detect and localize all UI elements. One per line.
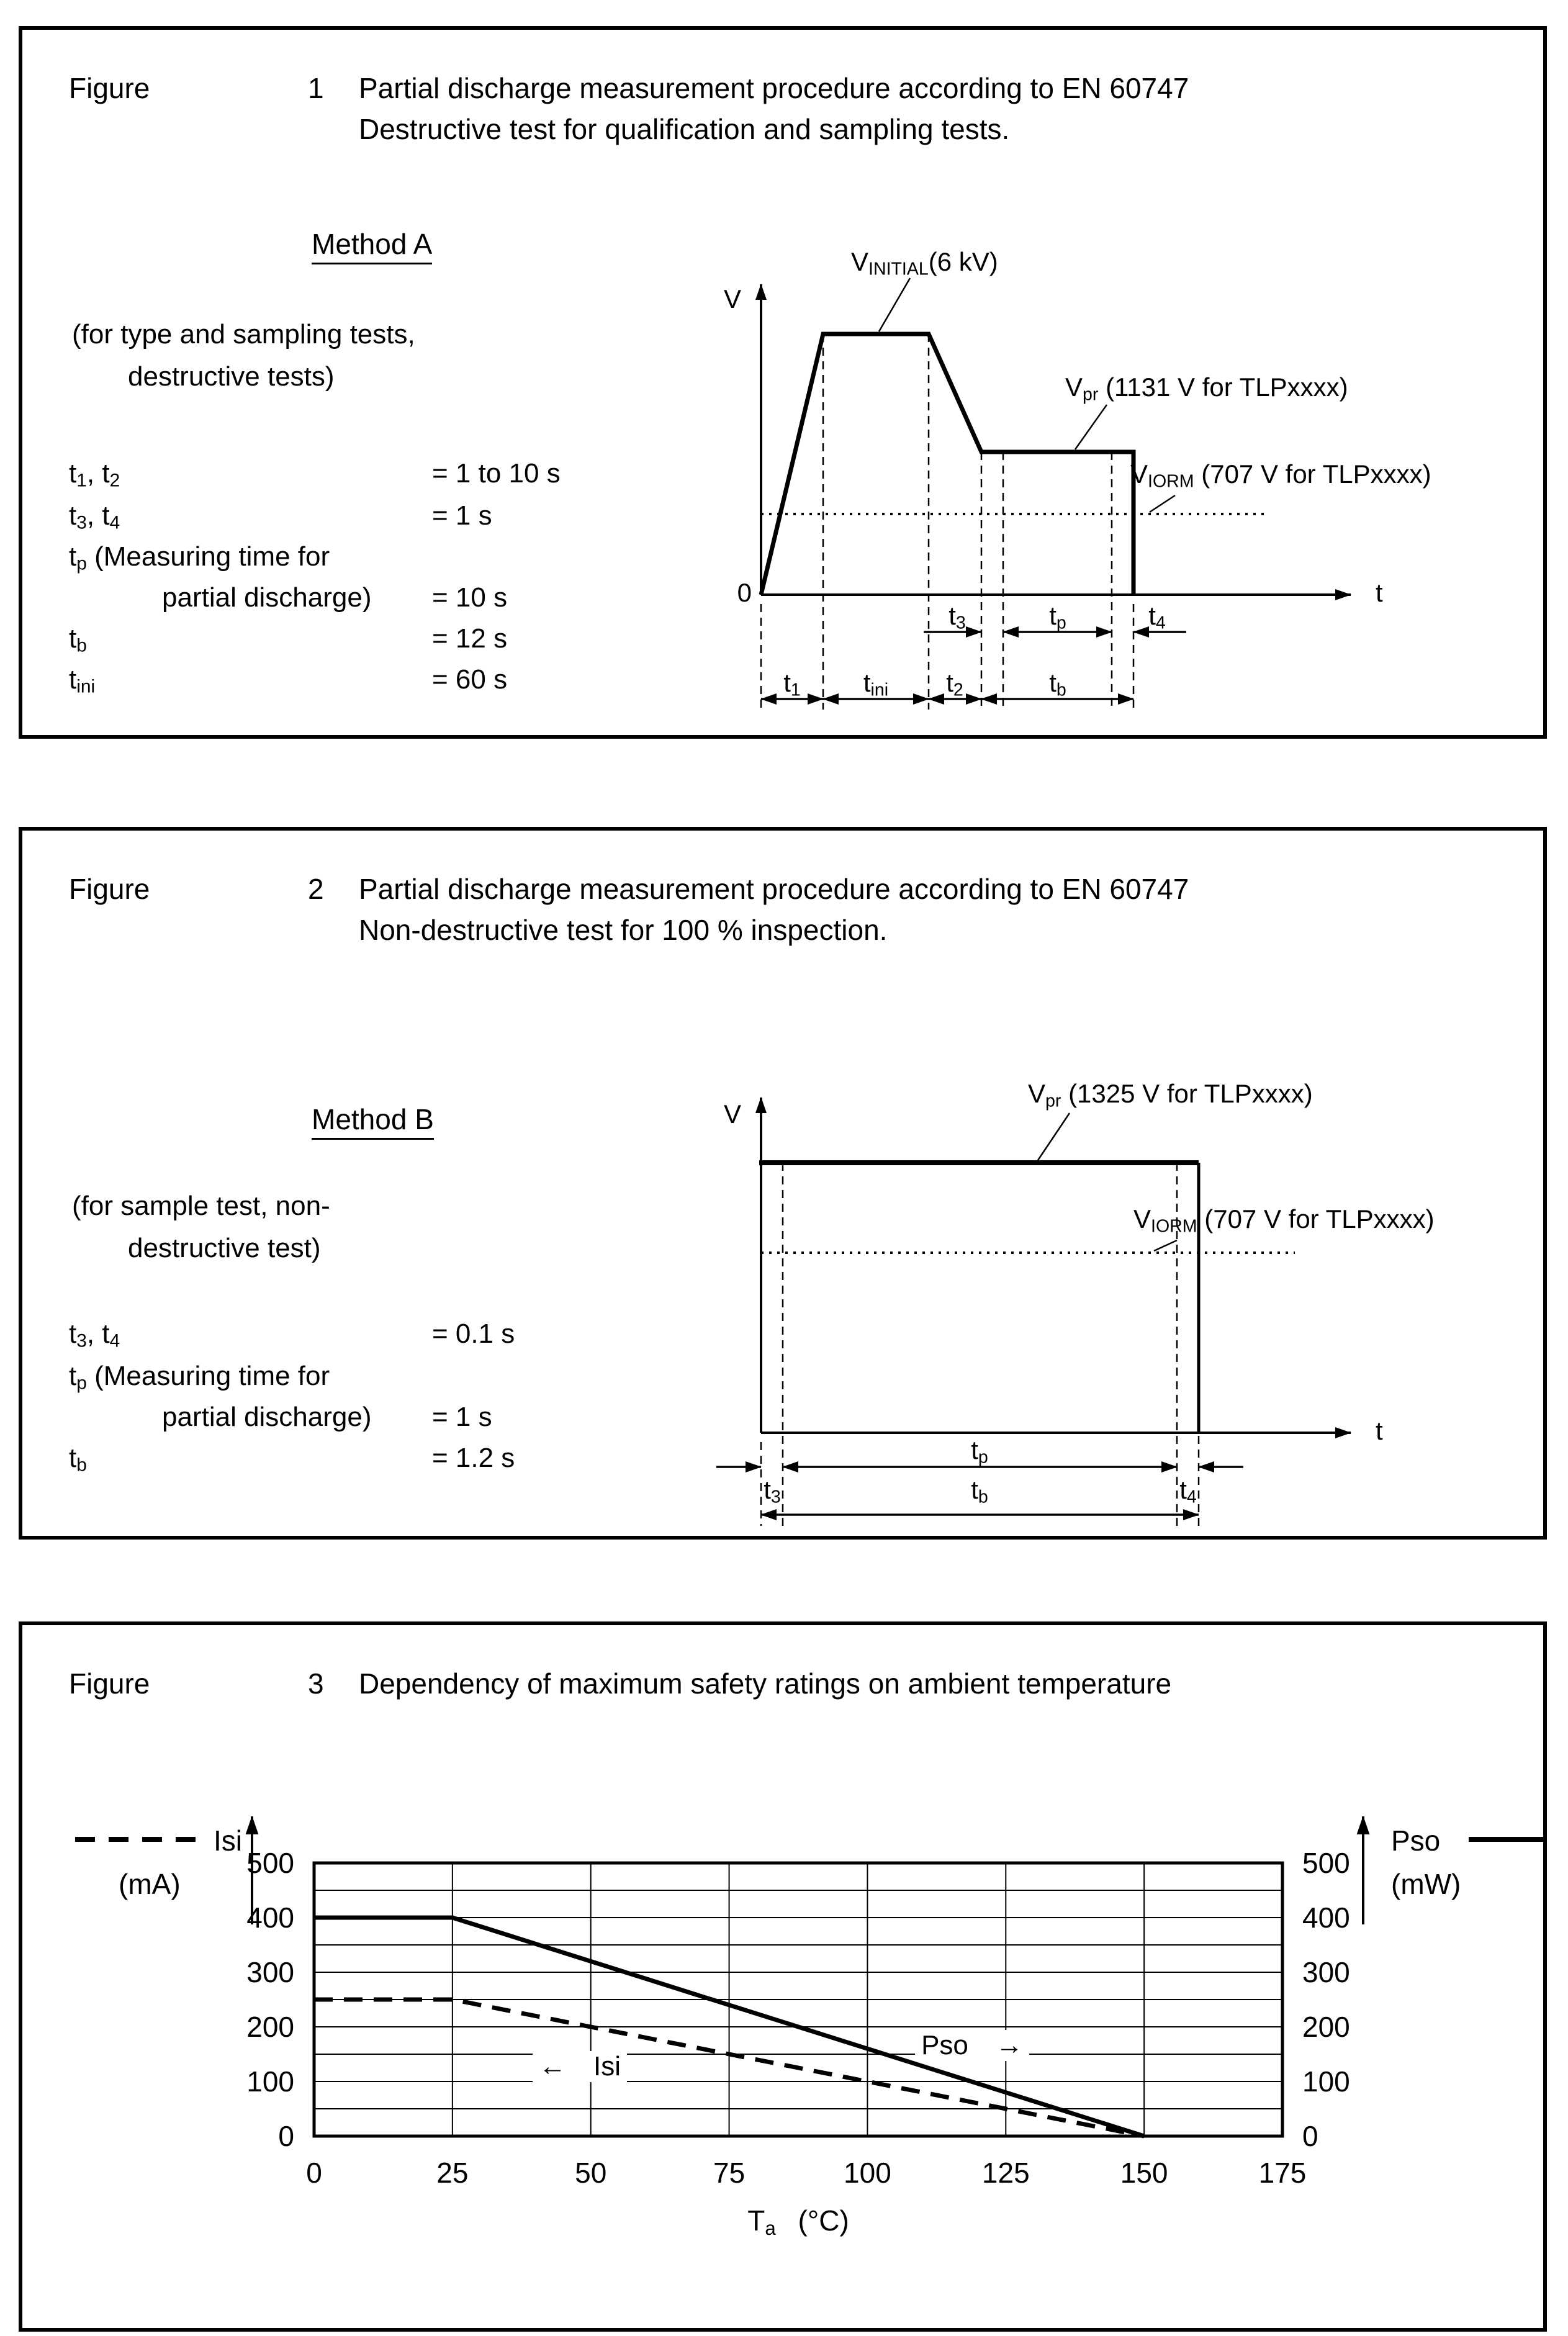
param-value: = 1 to 10 s [432,458,561,489]
x-axis-tick: 0 [306,2157,322,2189]
text-segment: t [69,664,77,695]
param-label [69,664,95,698]
param-label [69,1361,330,1394]
param-value: = 1.2 s [432,1443,515,1473]
subscript-text: p [76,1373,87,1394]
text-segment: t [971,1435,978,1464]
isi-legend-label: Isi [214,1824,242,1857]
viorm-label [1130,461,1431,490]
vpr-label [1065,374,1348,404]
tp-dim-label [1049,602,1066,632]
param-value: = 1 s [432,1402,492,1432]
figure-word: Figure [69,72,150,104]
text-segment: t [946,668,953,697]
waveform-svg [637,1035,1543,1538]
y-tick-labels-left [246,1847,294,2152]
param-value: = 12 s [432,623,508,654]
subscript-text: ini [870,680,889,700]
y-axis-tick-left: 100 [246,2065,294,2098]
param-label [162,1402,372,1433]
y-axis-tick-right: 200 [1302,2011,1350,2043]
param-value: = 0.1 s [432,1319,515,1349]
pso-curve-annotation: Pso → [915,2030,1029,2061]
fig3-chart-svg [22,1780,1551,2327]
text-segment: (Measuring time for [86,1361,330,1391]
isi-legend-unit: (mA) [119,1868,181,1900]
param-label [69,500,120,534]
text-segment: partial discharge) [162,1402,372,1432]
text-segment: t [69,1443,77,1473]
v-axis-label: V [724,1099,742,1129]
text-segment: t [971,1475,978,1504]
x-tick-labels [306,2157,1306,2189]
x-axis-tick: 50 [575,2157,607,2189]
param-label [69,1319,120,1352]
subscript-text: 3 [76,1330,87,1351]
isi-curve-annotation: ← Isi [533,2051,627,2082]
text-segment: t [69,500,77,531]
vpr-pointer-line [1075,405,1107,449]
x-axis-tick: 25 [436,2157,469,2189]
figure-title-line2: Destructive test for qualification and sampling tests. [359,113,1010,145]
viorm-pointer-line [1150,495,1175,512]
x-axis-tick: 75 [713,2157,746,2189]
text-segment: (707 V for TLPxxxx) [1197,1204,1435,1233]
method-a-waveform-diagram [637,247,1543,744]
t-axis-label: t [1376,1416,1383,1445]
subscript-text: 2 [109,470,120,491]
tb-dim-label [971,1476,988,1506]
t1-dim-label [783,669,801,699]
method-label: Method B [312,1103,434,1140]
method-label: Method A [312,228,432,264]
subscript-text: 4 [109,1330,120,1351]
x-axis-title [747,2204,849,2240]
figure-title-line2: Non-destructive test for 100 % inspection. [359,914,888,946]
text-segment: t [69,1319,77,1349]
subscript-text: 4 [109,512,120,533]
grid-lines [314,1863,1282,2136]
condition-line: (for type and sampling tests, [72,319,415,349]
y-axis-tick-right: 400 [1302,1901,1350,1934]
y-axis-tick-left: 400 [246,1901,294,1934]
text-segment: t [69,541,77,572]
condition-line: destructive tests) [128,361,335,392]
subscript-text: p [1056,613,1066,633]
x-axis-tick: 150 [1120,2157,1168,2189]
x-axis-tick: 100 [844,2157,891,2189]
condition-line: (for sample test, non- [72,1191,330,1221]
t-axis-label: t [1376,578,1383,607]
vinitial-label [851,248,998,278]
subscript-text: a [765,2217,776,2239]
subscript-text: 4 [1155,613,1166,633]
viorm-label [1133,1206,1435,1235]
text-segment: (6 kV) [928,247,998,276]
subscript-text: IORM [1151,1216,1197,1237]
y-axis-tick-right: 0 [1302,2120,1318,2152]
text-segment: (707 V for TLPxxxx) [1194,459,1431,489]
method-b-waveform-diagram [637,1035,1543,1538]
figure-number: 1 [308,72,324,104]
text-segment: (1325 V for TLPxxxx) [1061,1079,1313,1108]
subscript-text: b [1056,680,1066,700]
y-axis-tick-left: 500 [246,1847,294,1879]
param-label [69,623,87,657]
figure-word: Figure [69,1667,150,1700]
figure-3-panel [19,1621,1547,2332]
y-axis-tick-left: 200 [246,2011,294,2043]
text-segment: (Measuring time for [86,541,330,572]
tini-dim-label [863,669,888,699]
subscript-text: 2 [953,680,963,700]
param-label [69,458,120,492]
text-segment: , t [86,458,110,489]
t2-dim-label [946,669,963,699]
subscript-text: pr [1045,1091,1061,1111]
subscript-text: b [76,1454,87,1476]
text-segment: t [69,1361,77,1391]
t4-dim-label [1148,602,1166,632]
y-axis-tick-left: 300 [246,1956,294,1988]
text-segment: V [1065,372,1083,402]
figure-number: 3 [308,1667,324,1700]
text-segment: t [863,668,871,697]
text-segment: , t [86,500,110,531]
param-value: = 1 s [432,500,492,531]
text-segment: t [1148,601,1156,630]
tb-dim-label [1049,669,1066,699]
subscript-text: INITIAL [868,259,929,279]
text-segment: V [851,247,869,276]
subscript-text: IORM [1148,471,1194,492]
text-segment: (°C) [775,2204,849,2237]
text-segment: T [747,2204,765,2237]
subscript-text: b [76,635,87,656]
text-segment: partial discharge) [162,582,372,613]
text-segment: t [69,623,77,654]
origin-label: 0 [737,578,752,607]
y-axis-tick-left: 0 [278,2120,294,2152]
vpr-pointer-line [1038,1113,1070,1160]
pso-legend-label: Pso [1391,1824,1441,1857]
viorm-pointer-line [1154,1240,1177,1251]
y-axis-tick-right: 100 [1302,2065,1350,2098]
t4-dim-label [1179,1476,1197,1506]
subscript-text: pr [1083,384,1099,405]
text-segment: t [1049,668,1057,697]
param-value: = 60 s [432,664,508,695]
tp-dim-label [971,1436,988,1466]
text-segment: t [69,458,77,489]
subscript-text: 1 [790,680,801,700]
v-axis-label: V [724,284,742,313]
t3-dim-label [948,602,966,632]
t3-dim-label [764,1476,781,1506]
subscript-text: p [76,553,87,574]
text-segment: V [1028,1079,1046,1108]
x-axis-tick: 125 [981,2157,1030,2189]
figure-number: 2 [308,873,324,905]
waveform-svg [637,247,1543,744]
y-axis-tick-right: 300 [1302,1956,1350,1988]
figure-2-panel [19,827,1547,1540]
vpr-label [1028,1080,1313,1110]
subscript-text: 3 [955,613,966,633]
x-axis-tick: 175 [1258,2157,1307,2189]
figure-title: Dependency of maximum safety ratings on ambient temperature [359,1667,1172,1700]
subscript-text: 3 [76,512,87,533]
figure-title-line1: Partial discharge measurement procedure according to EN 60747 [359,873,1189,905]
text-segment: V [1133,1204,1151,1233]
text-segment: V [1130,459,1148,489]
param-label [69,541,330,575]
figure-word: Figure [69,873,150,905]
figure-title-line1: Partial discharge measurement procedure according to EN 60747 [359,72,1189,104]
temperature-derating-chart [22,1780,1551,2327]
param-value: = 10 s [432,582,508,613]
text-segment: t [1179,1475,1187,1504]
text-segment: (1131 V for TLPxxxx) [1098,372,1348,402]
text-segment: t [764,1475,771,1504]
text-segment: t [948,601,956,630]
subscript-text: 3 [770,1487,781,1507]
y-tick-labels-right [1302,1847,1350,2152]
param-label [162,582,372,613]
text-segment: t [783,668,791,697]
subscript-text: 1 [76,470,87,491]
param-label [69,1443,87,1476]
subscript-text: b [978,1487,988,1507]
vinitial-pointer-line [879,278,910,331]
figure-1-panel [19,26,1547,739]
text-segment: , t [86,1319,110,1349]
subscript-text: p [978,1447,988,1468]
subscript-text: 4 [1186,1487,1197,1507]
pso-legend-unit: (mW) [1391,1868,1461,1900]
subscript-text: ini [76,676,96,697]
condition-line: destructive test) [128,1233,321,1263]
text-segment: t [1049,601,1057,630]
y-axis-tick-right: 500 [1302,1847,1350,1879]
